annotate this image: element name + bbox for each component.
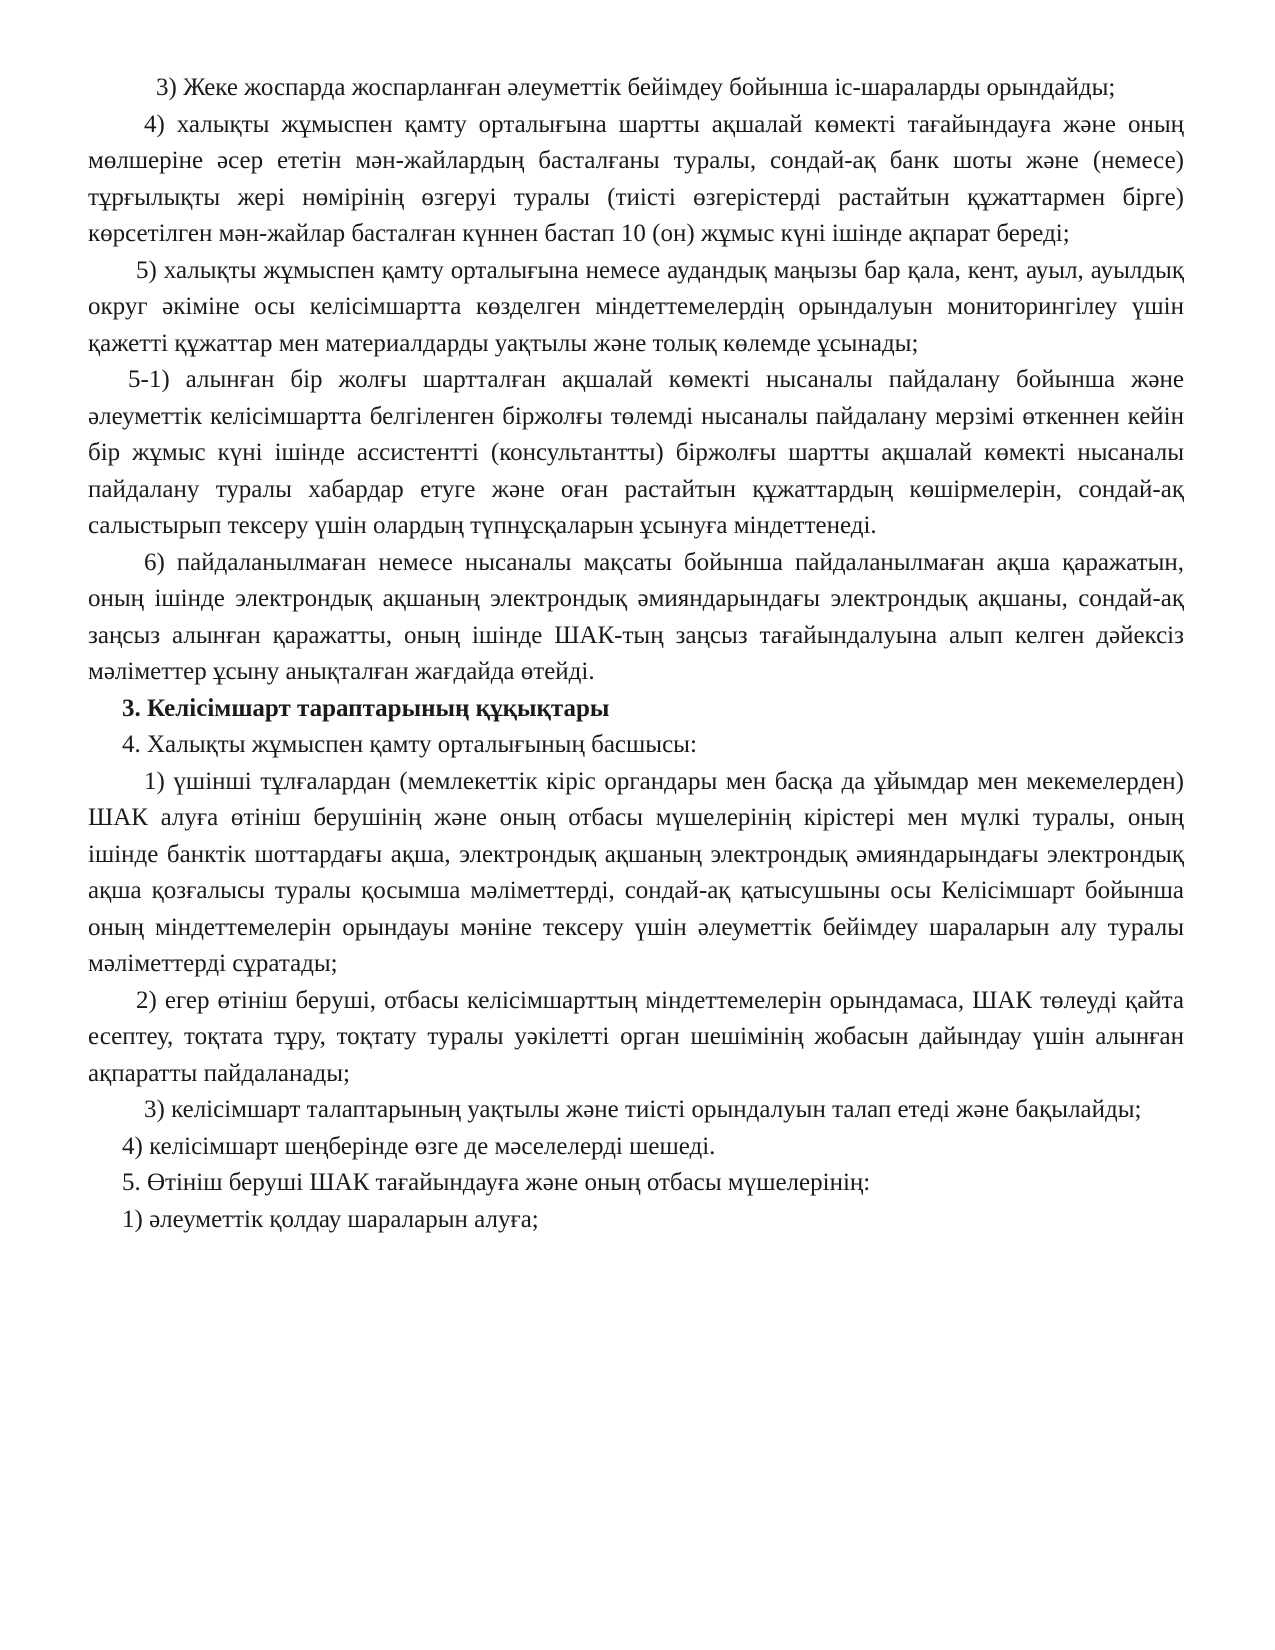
section-heading-rights: 3. Келісімшарт тараптарының құқықтары <box>122 694 610 722</box>
paragraph-item-5-1-targeted-use: 5-1) алынған бір жолғы шартталған ақшалай көмекті нысаналы пайдалану бойынша және әлеуметтік келісімшартта белгіленген біржолғы төлемді нысаналы пайдалану мерзімі өткеннен кейін бір жұмыс күні ішінде ассистентті (консультантты) біржолғы шартты ақшалай көмекті нысаналы пайдалану туралы хабардар етуге және оған растайтын құжаттардың көшірмелерін, сондай-ақ салыстырып тексеру үшін олардың түпнұсқаларын ұсынуға міндеттенеді. <box>88 366 1184 539</box>
paragraph-clause-4-head: 4. Халықты жұмыспен қамту орталығының басшысы: <box>122 731 697 758</box>
paragraph-item-1-social-support: 1) әлеуметтік қолдау шараларын алуға; <box>122 1205 539 1233</box>
paragraph-clause-5-applicant: 5. Өтініш беруші ШАК тағайындауға және оның отбасы мүшелерінің: <box>122 1169 871 1196</box>
paragraph-item-3-individual-plan: 3) Жеке жоспарда жоспарланған әлеуметтік бейімдеу бойынша іс-шараларды орындайды; <box>156 74 1116 101</box>
paragraph-item-3-require-compliance: 3) келісімшарт талаптарының уақтылы және тиісті орындалуын талап етеді және бақылайды; <box>144 1096 1142 1123</box>
document-page <box>88 70 1184 1238</box>
paragraph-item-6-reimburse-funds: 6) пайдаланылмаған немесе нысаналы мақсаты бойынша пайдаланылмаған ақша қаражатын, оның ішінде электрондық ақшаның электрондық әмияндарындағы электрондық ақшаны, сондай-ақ заңсыз алынған қаражатты, оның ішінде ШАК-тың заңсыз тағайындалуына алып келген дәйексіз мәліметтер ұсыну анықталған жағдайда өтейді. <box>88 548 1184 685</box>
paragraph-item-4-other-issues: 4) келісімшарт шеңберінде өзге де мәселелерді шешеді. <box>122 1132 716 1160</box>
paragraph-item-2-use-info: 2) егер өтініш беруші, отбасы келісімшарттың міндеттемелерін орындамаса, ШАК төлеуді қайта есептеу, тоқтата тұру, тоқтату туралы уәкілетті орган шешімінің жобасын дайындау үшін алынған ақпаратты пайдаланады; <box>88 986 1184 1087</box>
paragraph-item-1-request-info: 1) үшінші тұлғалардан (мемлекеттік кіріс органдары мен басқа да ұйымдар мен мекемелерден) ШАК алуға өтініш берушінің және оның отбасы мүшелерінің кірістері мен мүлкі туралы, оның ішінде банктік шоттардағы ақша, электрондық ақшаның электрондық әмияндарындағы электрондық ақша қозғалысы туралы қосымша мәліметтерді, сондай-ақ қатысушыны осы Келісімшарт бойынша оның міндеттемелерін орындауы мәніне тексеру үшін әлеуметтік бейімдеу шараларын алу туралы мәліметтерді сұратады; <box>88 767 1184 977</box>
paragraph-item-5-submit-documents: 5) халықты жұмыспен қамту орталығына немесе аудандық маңызы бар қала, кент, ауыл, ауылдық округ әкіміне осы келісімшартта көзделген міндеттемелердің орындалуын мониторингілеу үшін қажетті құжаттар мен материалдарды уақтылы және толық көлемде ұсынады; <box>88 256 1184 357</box>
paragraph-item-4-notify-circumstances: 4) халықты жұмыспен қамту орталығына шартты ақшалай көмекті тағайындауға және оның мөлшеріне әсер ететін мән-жайлардың басталғаны туралы, сондай-ақ банк шоты және (немесе) тұрғылықты жері нөмірінің өзгеруі туралы (тиісті өзгерістерді растайтын құжаттармен бірге) көрсетілген мән-жайлар басталған күннен бастап 10 (он) жұмыс күні ішінде ақпарат береді; <box>88 110 1184 247</box>
